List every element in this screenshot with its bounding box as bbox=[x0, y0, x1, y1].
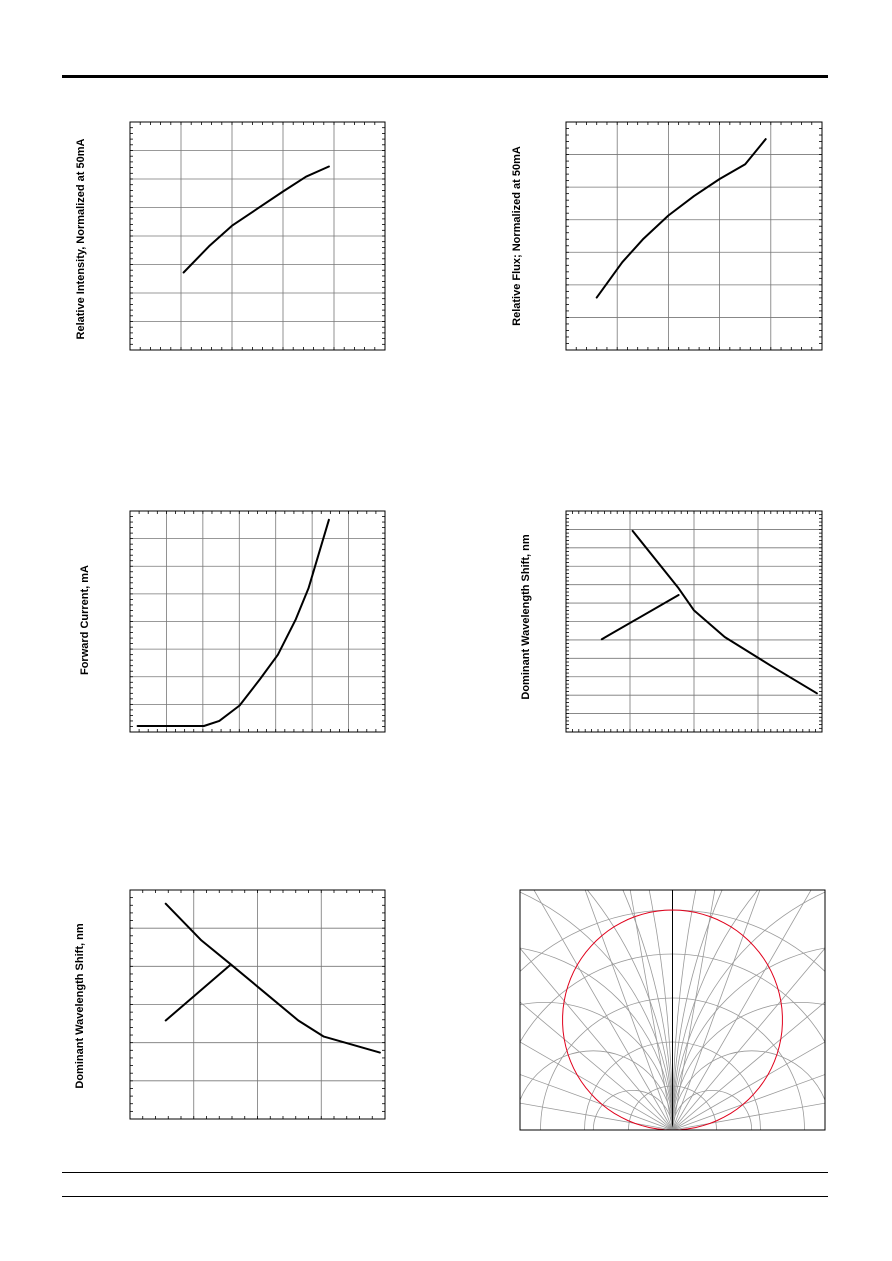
chart-plot-area bbox=[130, 511, 385, 732]
chart-plot-area bbox=[130, 122, 385, 350]
header-rule bbox=[62, 75, 828, 78]
polar-plot-area bbox=[520, 890, 825, 1130]
series-line-1 bbox=[633, 531, 817, 693]
polar-radial bbox=[673, 824, 892, 1130]
y-axis-label: Relative Intensity, Normalized at 50mA bbox=[75, 138, 87, 340]
series-line-2 bbox=[166, 966, 230, 1021]
chart-plot-area bbox=[566, 511, 822, 732]
chart-plot-area bbox=[566, 122, 822, 350]
y-axis-label: Forward Current, mA bbox=[79, 564, 91, 676]
polar-radial bbox=[415, 824, 672, 1130]
series-line-1 bbox=[166, 904, 380, 1053]
polar-radial bbox=[673, 873, 892, 1130]
footer-rule-2 bbox=[62, 1196, 828, 1197]
y-axis-label: Dominant Wavelength Shift, nm bbox=[520, 534, 532, 700]
series-line-1 bbox=[184, 167, 329, 273]
polar-arc bbox=[673, 868, 892, 1261]
polar-radial bbox=[366, 873, 672, 1130]
polar-radial bbox=[603, 736, 672, 1130]
y-axis-label: Relative Flux; Normalized at 50mA bbox=[511, 146, 523, 326]
polar-radial bbox=[673, 1061, 892, 1130]
y-axis-label: Dominant Wavelength Shift, nm bbox=[74, 923, 86, 1089]
polar-radial bbox=[536, 754, 673, 1130]
polar-arc bbox=[673, 749, 892, 1261]
series-line-1 bbox=[597, 139, 766, 298]
series-line-2 bbox=[602, 595, 679, 639]
polar-radial bbox=[673, 736, 742, 1130]
footer-rule-1 bbox=[62, 1172, 828, 1173]
plot-frame bbox=[566, 122, 822, 350]
chart-plot-area bbox=[130, 890, 385, 1119]
polar-radial bbox=[673, 754, 810, 1130]
